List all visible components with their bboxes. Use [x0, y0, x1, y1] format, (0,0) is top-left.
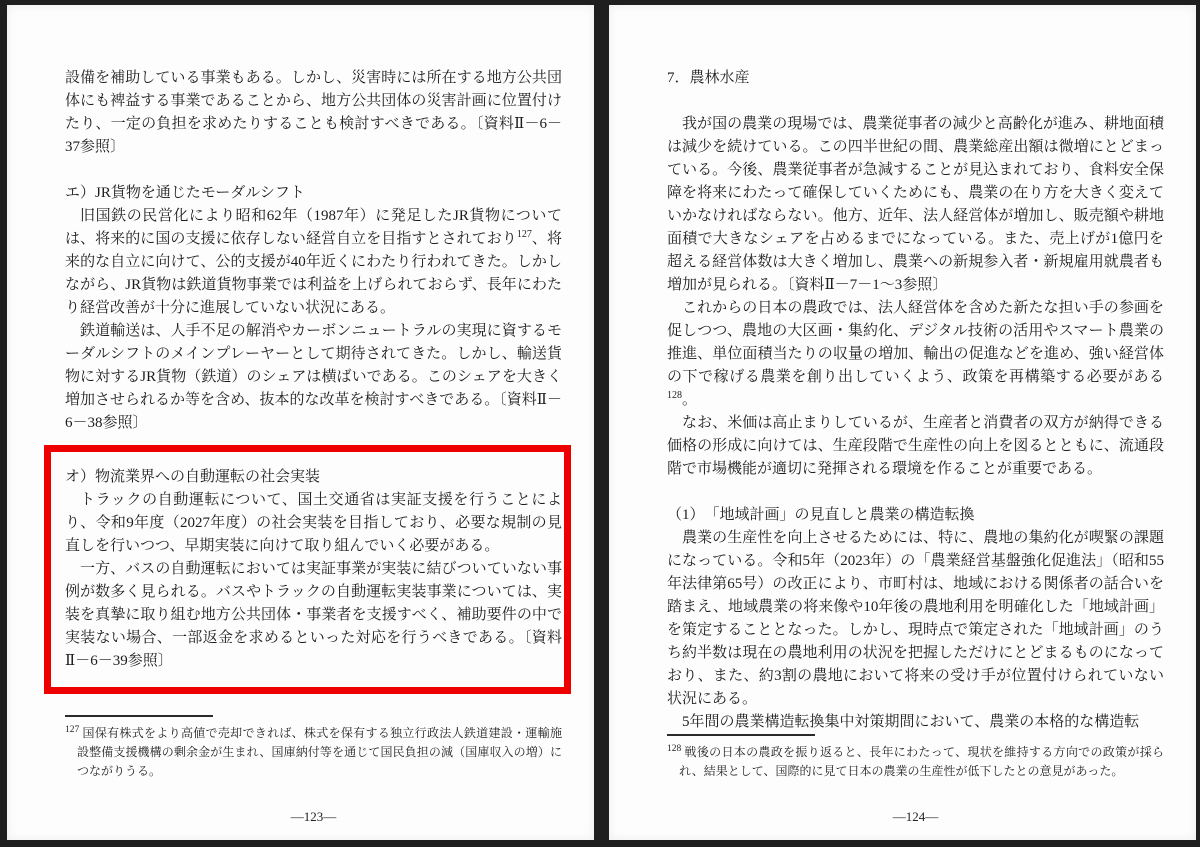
text-run: 農業の生産性を向上させるためには、特に、農地の集約化が喫緊の課題になっている。令和5年（2023年）の「農業経営基盤強化促進法」（昭和55年法律第65号）の改正により、市町村は、地域における関係者の話合いを踏まえ、地域農業の将来像や10年後の農地利用を明確化した「地域計画」を策定することとなった。しかし、現時点で策定された「地域計画」のうち約半数は現在の農地利用の状況を把握しただけにとどまるものになっており、また、約3割の農地において将来の受け手が位置付けられていない状況にある。	[667, 530, 1164, 707]
text-run: 設備を補助している事業もある。しかし、災害時には所在する地方公共団体にも裨益する事業であることから、地方公共団体の災害計画に位置付けたり、一定の負担を求めたりすることも検討すべきである。〔資料Ⅱ－6－37参照〕	[65, 70, 562, 155]
page-footer	[667, 734, 1164, 830]
section-heading	[667, 504, 1164, 527]
blank-line	[667, 481, 1164, 504]
blank-line	[65, 159, 562, 182]
footnote	[65, 724, 562, 781]
paragraph	[65, 320, 562, 435]
text-run: 鉄道輸送は、人手不足の解消やカーボンニュートラルの実現に資するモーダルシフトのメインプレーヤーとして期待されてきた。しかし、輸送貨物に対するJR貨物（鉄道）のシェアは横ばいである。このシェアを大きく増加させられるか等を含め、抜本的な改革を検討すべきである。〔資料Ⅱ－6－38参照〕	[65, 323, 562, 431]
text-run: これからの日本の農政では、法人経営体を含めた新たな担い手の参画を促しつつ、農地の大区画・集約化、デジタル技術の活用やスマート農業の推進、単位面積当たりの収量の増加、輸出の促進などを進め、強い経営体の下で稼げる農業を創り出していくよう、政策を再構築する必要がある	[667, 300, 1164, 385]
text-run: オ）物流業界への自動運転の社会実装	[65, 469, 321, 485]
paragraph	[667, 412, 1164, 481]
text-run: 、将来的な自立に向けて、公的支援が40年近くにわたり行われてきた。しかしながら、JR貨物は鉄道貨物事業では利益を上げられておらず、長年にわたり経営改善が十分に進展していない状況にある。	[65, 231, 562, 316]
section-heading	[65, 466, 562, 489]
text-run: 旧国鉄の民営化により昭和62年（1987年）に発足したJR貨物については、将来的に国の支援に依存しない経営自立を目指すとされており	[65, 208, 562, 247]
page-number: —124—	[892, 809, 939, 824]
text-run: エ）JR貨物を通じたモーダルシフト	[65, 185, 305, 201]
paragraph	[65, 67, 562, 159]
blank-line	[667, 90, 1164, 113]
footnote-text: 戦後の日本の農政を振り返ると、長年にわたって、現状を維持する方向での政策が採られ、結果として、国際的に見て日本の農業の生産性が低下したとの意見があった。	[679, 745, 1164, 778]
text-run: トラックの自動運転について、国土交通省は実証支援を行うことにより、令和9年度（2027年度）の社会実装を目指しており、必要な規制の見直しを行いつつ、早期実装に向けて取り組んでいく必要がある。	[65, 492, 562, 554]
red-highlight-box	[44, 445, 571, 694]
text-run: なお、米価は高止まりしているが、生産者と消費者の双方が納得できる価格の形成に向けては、生産段階で生産性の向上を図るとともに、流通段階で市場機能が適切に発揮される環境を作ることが重要である。	[667, 415, 1164, 477]
footnotes	[667, 743, 1164, 781]
text-run: 我が国の農業の現場では、農業従事者の減少と高齢化が進み、耕地面積は減少を続けている。この四半世紀の間、農業総産出額は微増にとどまっている。今後、農業従事者が急減することが見込まれており、食料安全保障を将来にわたって確保していくためにも、農業の在り方を大きく変えていかなければならない。他方、近年、法人経営体が増加し、販売額や耕地面積で大きなシェアを占めるまでになっている。また、売上げが1億円を超える経営体数は大きく増加し、農業への新規参入者・新規雇用就農者も増加が見られる。〔資料Ⅱ－7－1～3参照〕	[667, 116, 1164, 293]
footnote-reference: 127	[516, 229, 532, 240]
section-heading	[667, 67, 1164, 90]
section-heading	[65, 182, 562, 205]
text-run: 。	[682, 392, 698, 408]
footnote-marker: 128	[667, 744, 682, 754]
footnote-reference: 128	[667, 390, 682, 401]
footnote-separator	[667, 734, 815, 736]
text-run: 5年間の農業構造転換集中対策期間において、農業の本格的な構造転	[682, 714, 1140, 730]
footnote-text: 国保有株式をより高値で売却できれば、株式を保有する独立行政法人鉄道建設・運輸施設整備支援機構の剰余金が生まれ、国庫納付等を通じて国民負担の減（国庫収入の増）につながりうる。	[77, 726, 562, 778]
footnotes	[65, 724, 562, 781]
page-number: —123—	[290, 809, 337, 824]
footnote-marker: 127	[65, 725, 80, 735]
text-run: （1） 「地域計画」の見直しと農業の構造転換	[667, 507, 975, 523]
page	[7, 5, 594, 840]
paragraph	[65, 558, 562, 673]
footnote	[667, 743, 1164, 781]
text-run: 7．農林水産	[667, 70, 750, 86]
paragraph	[667, 113, 1164, 297]
paragraph	[65, 489, 562, 558]
footnote-separator	[65, 715, 213, 717]
paragraph	[667, 297, 1164, 412]
page-body	[65, 67, 562, 700]
page-body	[667, 67, 1164, 734]
paragraph	[65, 205, 562, 320]
page-footer	[65, 715, 562, 830]
paragraph	[667, 527, 1164, 711]
paragraph	[667, 711, 1164, 734]
text-run: 一方、バスの自動運転においては実証事業が実装に結びついていない事例が数多く見られる。バスやトラックの自動運転実装事業については、実装を真摯に取り組む地方公共団体・事業者を支援すべく、補助要件の中で実装ない場合、一部返金を求めるといった対応を行うべきである。〔資料Ⅱ－6－39参照〕	[65, 561, 562, 669]
page	[609, 5, 1196, 840]
